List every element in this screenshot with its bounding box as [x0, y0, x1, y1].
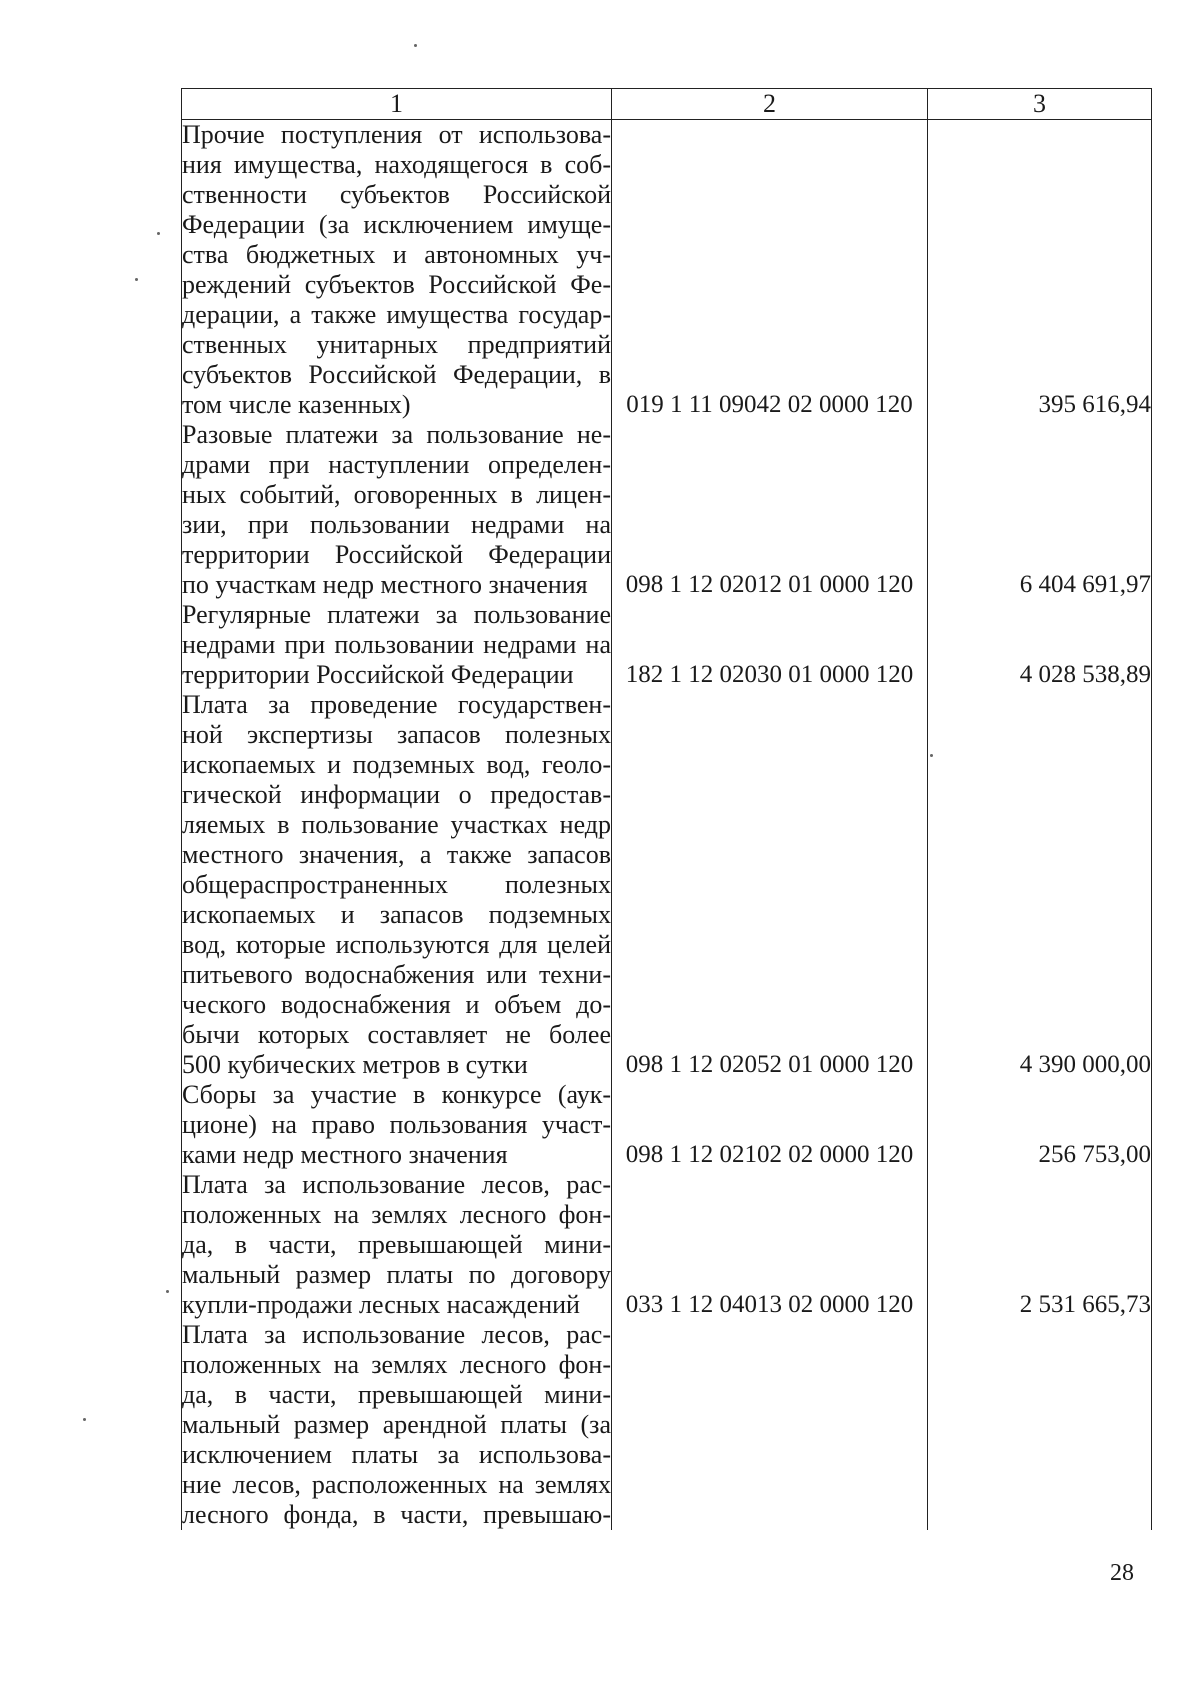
page-number: 28	[1110, 1560, 1134, 1586]
budget-classification-code: 098 1 12 02052 01 0000 120	[612, 690, 928, 1080]
description-line: общераспространенных полезных	[182, 870, 611, 899]
budget-classification-code: 033 1 12 04013 02 0000 120	[612, 1170, 928, 1320]
table-header	[182, 89, 1152, 120]
header-col-3: 3	[928, 89, 1152, 120]
description-line: ных событий, оговоренных в лицен-	[182, 480, 611, 509]
header-col-2: 2	[612, 89, 928, 120]
revenue-description	[182, 1320, 612, 1530]
description-line: реждений субъектов Российской Фе-	[182, 270, 611, 299]
description-line: том числе казенных)	[182, 390, 411, 419]
scan-speck	[83, 1418, 86, 1421]
description-line: да, в части, превышающей мини-	[182, 1380, 611, 1409]
description-line: бычи которых составляет не более	[182, 1020, 611, 1049]
description-line: местного значения, а также запасов	[182, 840, 611, 869]
description-line: да, в части, превышающей мини-	[182, 1230, 611, 1259]
description-line: ками недр местного значения	[182, 1140, 508, 1169]
description-line: ционе) на право пользования участ-	[182, 1110, 611, 1139]
description-line: гической информации о предостав-	[182, 780, 611, 809]
description-line: Сборы за участие в конкурсе (аук-	[182, 1080, 611, 1109]
description-line: ной экспертизы запасов полезных	[182, 720, 611, 749]
amount-value: 256 753,00	[928, 1080, 1152, 1170]
description-line: субъектов Российской Федерации, в	[182, 360, 611, 389]
table-row	[182, 1320, 1152, 1530]
description-line: мальный размер арендной платы (за	[182, 1410, 611, 1439]
description-line: Регулярные платежи за пользование	[182, 600, 611, 629]
description-line: ние лесов, расположенных на землях	[182, 1470, 611, 1499]
description-line: ства бюджетных и автономных уч-	[182, 240, 611, 269]
scan-speck	[414, 44, 417, 47]
scan-speck	[135, 278, 138, 281]
scan-speck	[157, 232, 160, 235]
amount-value: 6 404 691,97	[928, 420, 1152, 600]
description-line: Плата за проведение государствен-	[182, 690, 611, 719]
description-line: положенных на землях лесного фон-	[182, 1350, 611, 1379]
revenue-description	[182, 120, 612, 421]
description-line: 500 кубических метров в сутки	[182, 1050, 528, 1079]
description-line: Федерации (за исключением имуще-	[182, 210, 611, 239]
description-line: ископаемых и запасов подземных	[182, 900, 611, 929]
description-line: зии, при пользовании недрами на	[182, 510, 611, 539]
budget-classification-code	[612, 1320, 928, 1530]
revenue-description	[182, 420, 612, 600]
amount-value: 4 390 000,00	[928, 690, 1152, 1080]
table-row	[182, 600, 1152, 690]
table-row	[182, 1170, 1152, 1320]
table-row	[182, 1080, 1152, 1170]
table-row	[182, 690, 1152, 1080]
revenue-description	[182, 600, 612, 690]
description-line: Прочие поступления от использова-	[182, 120, 611, 149]
description-line: Разовые платежи за пользование не-	[182, 420, 611, 449]
budget-classification-code: 098 1 12 02102 02 0000 120	[612, 1080, 928, 1170]
scan-speck	[166, 1290, 169, 1293]
description-line: дерации, а также имущества государ-	[182, 300, 611, 329]
header-col-1: 1	[182, 89, 612, 120]
description-line: по участкам недр местного значения	[182, 570, 588, 599]
amount-value: 2 531 665,73	[928, 1170, 1152, 1320]
budget-classification-code: 182 1 12 02030 01 0000 120	[612, 600, 928, 690]
table-row	[182, 120, 1152, 421]
amount-value	[928, 1320, 1152, 1530]
description-line: ческого водоснабжения и объем до-	[182, 990, 611, 1019]
description-line: территории Российской Федерации	[182, 660, 574, 689]
description-line: питьевого водоснабжения или техни-	[182, 960, 611, 989]
description-line: ния имущества, находящегося в соб-	[182, 150, 611, 179]
description-line: купли-продажи лесных насаждений	[182, 1290, 580, 1319]
description-line: ственных унитарных предприятий	[182, 330, 611, 359]
description-line: ляемых в пользование участках недр	[182, 810, 611, 839]
description-line: Плата за использование лесов, рас-	[182, 1170, 611, 1199]
description-line: мальный размер платы по договору	[182, 1260, 611, 1289]
revenue-description	[182, 1170, 612, 1320]
revenue-table-container	[181, 88, 1151, 1530]
description-line: недрами при пользовании недрами на	[182, 630, 611, 659]
description-line: вод, которые используются для целей	[182, 930, 611, 959]
description-line: исключением платы за использова-	[182, 1440, 611, 1469]
table-row	[182, 420, 1152, 600]
budget-classification-code: 019 1 11 09042 02 0000 120	[612, 120, 928, 421]
revenue-description	[182, 1080, 612, 1170]
description-line: территории Российской Федерации	[182, 540, 611, 569]
description-line: положенных на землях лесного фон-	[182, 1200, 611, 1229]
table-body	[182, 120, 1152, 1531]
revenue-description	[182, 690, 612, 1080]
revenue-table	[181, 88, 1152, 1530]
amount-value: 4 028 538,89	[928, 600, 1152, 690]
budget-classification-code: 098 1 12 02012 01 0000 120	[612, 420, 928, 600]
description-line: ственности субъектов Российской	[182, 180, 611, 209]
scan-speck	[930, 754, 933, 757]
description-line: лесного фонда, в части, превышаю-	[182, 1500, 611, 1529]
description-line: ископаемых и подземных вод, геоло-	[182, 750, 611, 779]
description-line: драми при наступлении определен-	[182, 450, 611, 479]
header-row	[182, 89, 1152, 120]
amount-value: 395 616,94	[928, 120, 1152, 421]
description-line: Плата за использование лесов, рас-	[182, 1320, 611, 1349]
